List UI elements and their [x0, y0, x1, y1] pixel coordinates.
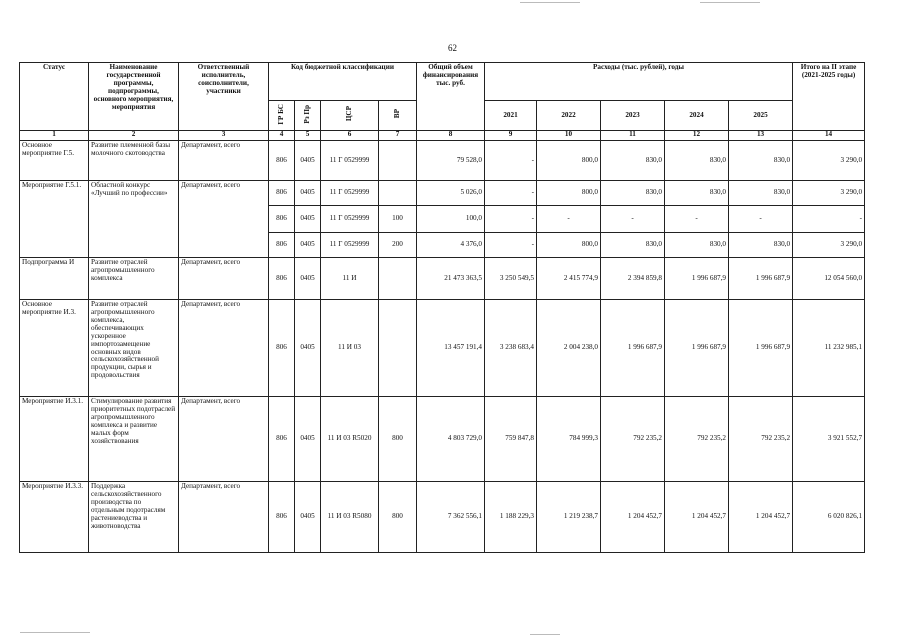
row-2025: 1 996 687,9 — [729, 258, 793, 300]
row-rzpr: 0405 — [295, 206, 321, 233]
row-stage-total: - — [793, 206, 865, 233]
row-name: Поддержка сельскохозяйственного производства по отдельным подотраслям растениеводства и животноводства — [89, 482, 179, 553]
row-vr — [379, 300, 417, 397]
row-status: Мероприятие И.3.3. — [20, 482, 89, 553]
header-vr: ВР — [392, 109, 401, 119]
row-vr: 800 — [379, 397, 417, 482]
column-number: 10 — [537, 131, 601, 141]
row-total: 100,0 — [417, 206, 485, 233]
header-grbs: ГР БС — [276, 103, 285, 125]
row-rzpr: 0405 — [295, 300, 321, 397]
header-budget-code: Код бюджетной классификации — [269, 63, 417, 101]
row-2023: 1 204 452,7 — [601, 482, 665, 553]
row-stage-total: 6 020 826,1 — [793, 482, 865, 553]
row-csr: 11 И 03 R5080 — [321, 482, 379, 553]
header-rzpr: Рз Пр — [302, 104, 311, 124]
row-rzpr: 0405 — [295, 258, 321, 300]
row-executor: Департамент, всего — [179, 300, 269, 397]
column-number: 3 — [179, 131, 269, 141]
table-row — [20, 300, 865, 397]
table-row — [20, 141, 865, 181]
row-total: 7 362 556,1 — [417, 482, 485, 553]
column-number: 9 — [485, 131, 537, 141]
row-grbs: 806 — [269, 300, 295, 397]
row-grbs: 806 — [269, 482, 295, 553]
row-2021: 3 238 683,4 — [485, 300, 537, 397]
row-2023: 830,0 — [601, 233, 665, 258]
row-2025: 830,0 — [729, 141, 793, 181]
row-vr: 800 — [379, 482, 417, 553]
header-year: 2022 — [537, 101, 601, 131]
row-name: Развитие племенной базы молочного скотоводства — [89, 141, 179, 181]
header-year: 2023 — [601, 101, 665, 131]
header-csr: ЦСР — [344, 106, 353, 122]
row-executor: Департамент, всего — [179, 141, 269, 181]
page-number: 62 — [448, 43, 457, 53]
row-name: Областной конкурс «Лучший по профессии» — [89, 181, 179, 258]
header-name: Наименование государственной программы, подпрограммы, основного мероприятия, мероприятия — [89, 63, 179, 131]
scan-mark — [20, 632, 90, 633]
row-total: 21 473 363,5 — [417, 258, 485, 300]
row-2021: - — [485, 141, 537, 181]
row-rzpr: 0405 — [295, 141, 321, 181]
row-2023: 2 394 859,8 — [601, 258, 665, 300]
row-executor: Департамент, всего — [179, 482, 269, 553]
row-grbs: 806 — [269, 206, 295, 233]
row-executor: Департамент, всего — [179, 181, 269, 258]
row-2022: 784 999,3 — [537, 397, 601, 482]
row-2024: 1 204 452,7 — [665, 482, 729, 553]
column-number: 2 — [89, 131, 179, 141]
row-2023: 792 235,2 — [601, 397, 665, 482]
row-csr: 11 Г 0529999 — [321, 233, 379, 258]
row-2025: 1 204 452,7 — [729, 482, 793, 553]
row-executor: Департамент, всего — [179, 258, 269, 300]
header-status: Статус — [20, 63, 89, 131]
row-2021: 759 847,8 — [485, 397, 537, 482]
table-row — [20, 181, 865, 206]
header-stage-total: Итого на II этапе (2021-2025 годы) — [793, 63, 865, 131]
row-2022: 1 219 238,7 — [537, 482, 601, 553]
column-number: 12 — [665, 131, 729, 141]
column-number: 5 — [295, 131, 321, 141]
row-status: Основное мероприятие И.3. — [20, 300, 89, 397]
row-2022: 2 004 238,0 — [537, 300, 601, 397]
scan-mark — [530, 634, 560, 635]
row-stage-total: 3 290,0 — [793, 141, 865, 181]
row-grbs: 806 — [269, 258, 295, 300]
row-2024: 1 996 687,9 — [665, 300, 729, 397]
row-rzpr: 0405 — [295, 482, 321, 553]
row-2023: 830,0 — [601, 181, 665, 206]
row-2022: 800,0 — [537, 181, 601, 206]
header-executor: Ответственный исполнитель, соисполнители, участники — [179, 63, 269, 131]
row-2025: 830,0 — [729, 233, 793, 258]
table-row — [20, 397, 865, 482]
header-total: Общий объем финансирования тыс. руб. — [417, 63, 485, 131]
row-csr: 11 Г 0529999 — [321, 141, 379, 181]
row-stage-total: 3 290,0 — [793, 181, 865, 206]
column-number: 4 — [269, 131, 295, 141]
row-2025: 792 235,2 — [729, 397, 793, 482]
row-2021: - — [485, 206, 537, 233]
column-number: 11 — [601, 131, 665, 141]
row-rzpr: 0405 — [295, 397, 321, 482]
column-number: 1 — [20, 131, 89, 141]
scan-mark — [520, 2, 580, 3]
row-name: Стимулирование развития приоритетных подотраслей агропромышленного комплекса и развитие малых форм хозяйствования — [89, 397, 179, 482]
row-total: 13 457 191,4 — [417, 300, 485, 397]
row-2021: - — [485, 181, 537, 206]
row-2022: 800,0 — [537, 141, 601, 181]
row-2024: 830,0 — [665, 181, 729, 206]
row-vr — [379, 258, 417, 300]
row-status: Мероприятие Г.5.1. — [20, 181, 89, 258]
column-number: 6 — [321, 131, 379, 141]
row-total: 5 026,0 — [417, 181, 485, 206]
budget-table — [19, 62, 865, 553]
row-executor: Департамент, всего — [179, 397, 269, 482]
row-2024: 830,0 — [665, 233, 729, 258]
row-2023: 830,0 — [601, 141, 665, 181]
row-2022: 2 415 774,9 — [537, 258, 601, 300]
scan-mark — [700, 2, 760, 3]
row-status: Мероприятие И.3.1. — [20, 397, 89, 482]
row-2024: 830,0 — [665, 141, 729, 181]
row-grbs: 806 — [269, 397, 295, 482]
row-2023: 1 996 687,9 — [601, 300, 665, 397]
row-stage-total: 12 054 560,0 — [793, 258, 865, 300]
row-grbs: 806 — [269, 141, 295, 181]
row-2024: - — [665, 206, 729, 233]
column-number: 8 — [417, 131, 485, 141]
header-year: 2024 — [665, 101, 729, 131]
table-row — [20, 258, 865, 300]
row-2025: 1 996 687,9 — [729, 300, 793, 397]
row-status: Основное мероприятие Г.5. — [20, 141, 89, 181]
row-vr — [379, 141, 417, 181]
row-2024: 1 996 687,9 — [665, 258, 729, 300]
row-2025: 830,0 — [729, 181, 793, 206]
row-vr: 200 — [379, 233, 417, 258]
header-expenses: Расходы (тыс. рублей), годы — [485, 63, 793, 101]
row-csr: 11 Г 0529999 — [321, 206, 379, 233]
row-grbs: 806 — [269, 233, 295, 258]
row-stage-total: 3 290,0 — [793, 233, 865, 258]
row-2023: - — [601, 206, 665, 233]
row-vr: 100 — [379, 206, 417, 233]
row-name: Развитие отраслей агропромышленного комплекса, обеспечивающих ускоренное импортозамещение основных видов сельскохозяйственной продукции, сырья и продовольствия — [89, 300, 179, 397]
row-2022: 800,0 — [537, 233, 601, 258]
row-grbs: 806 — [269, 181, 295, 206]
row-name: Развитие отраслей агропромышленного комплекса — [89, 258, 179, 300]
header-year: 2025 — [729, 101, 793, 131]
row-rzpr: 0405 — [295, 233, 321, 258]
row-2024: 792 235,2 — [665, 397, 729, 482]
column-number-row — [20, 131, 865, 141]
row-2021: - — [485, 233, 537, 258]
row-2021: 3 250 549,5 — [485, 258, 537, 300]
header-year: 2021 — [485, 101, 537, 131]
column-number: 14 — [793, 131, 865, 141]
row-status: Подпрограмма И — [20, 258, 89, 300]
column-number: 7 — [379, 131, 417, 141]
row-csr: 11 И — [321, 258, 379, 300]
table-row — [20, 482, 865, 553]
row-vr — [379, 181, 417, 206]
row-rzpr: 0405 — [295, 181, 321, 206]
row-total: 4 803 729,0 — [417, 397, 485, 482]
row-2021: 1 188 229,3 — [485, 482, 537, 553]
row-csr: 11 И 03 — [321, 300, 379, 397]
row-total: 4 376,0 — [417, 233, 485, 258]
row-stage-total: 11 232 985,1 — [793, 300, 865, 397]
row-csr: 11 Г 0529999 — [321, 181, 379, 206]
row-2025: - — [729, 206, 793, 233]
row-csr: 11 И 03 R5020 — [321, 397, 379, 482]
row-stage-total: 3 921 552,7 — [793, 397, 865, 482]
column-number: 13 — [729, 131, 793, 141]
row-total: 79 528,0 — [417, 141, 485, 181]
row-2022: - — [537, 206, 601, 233]
